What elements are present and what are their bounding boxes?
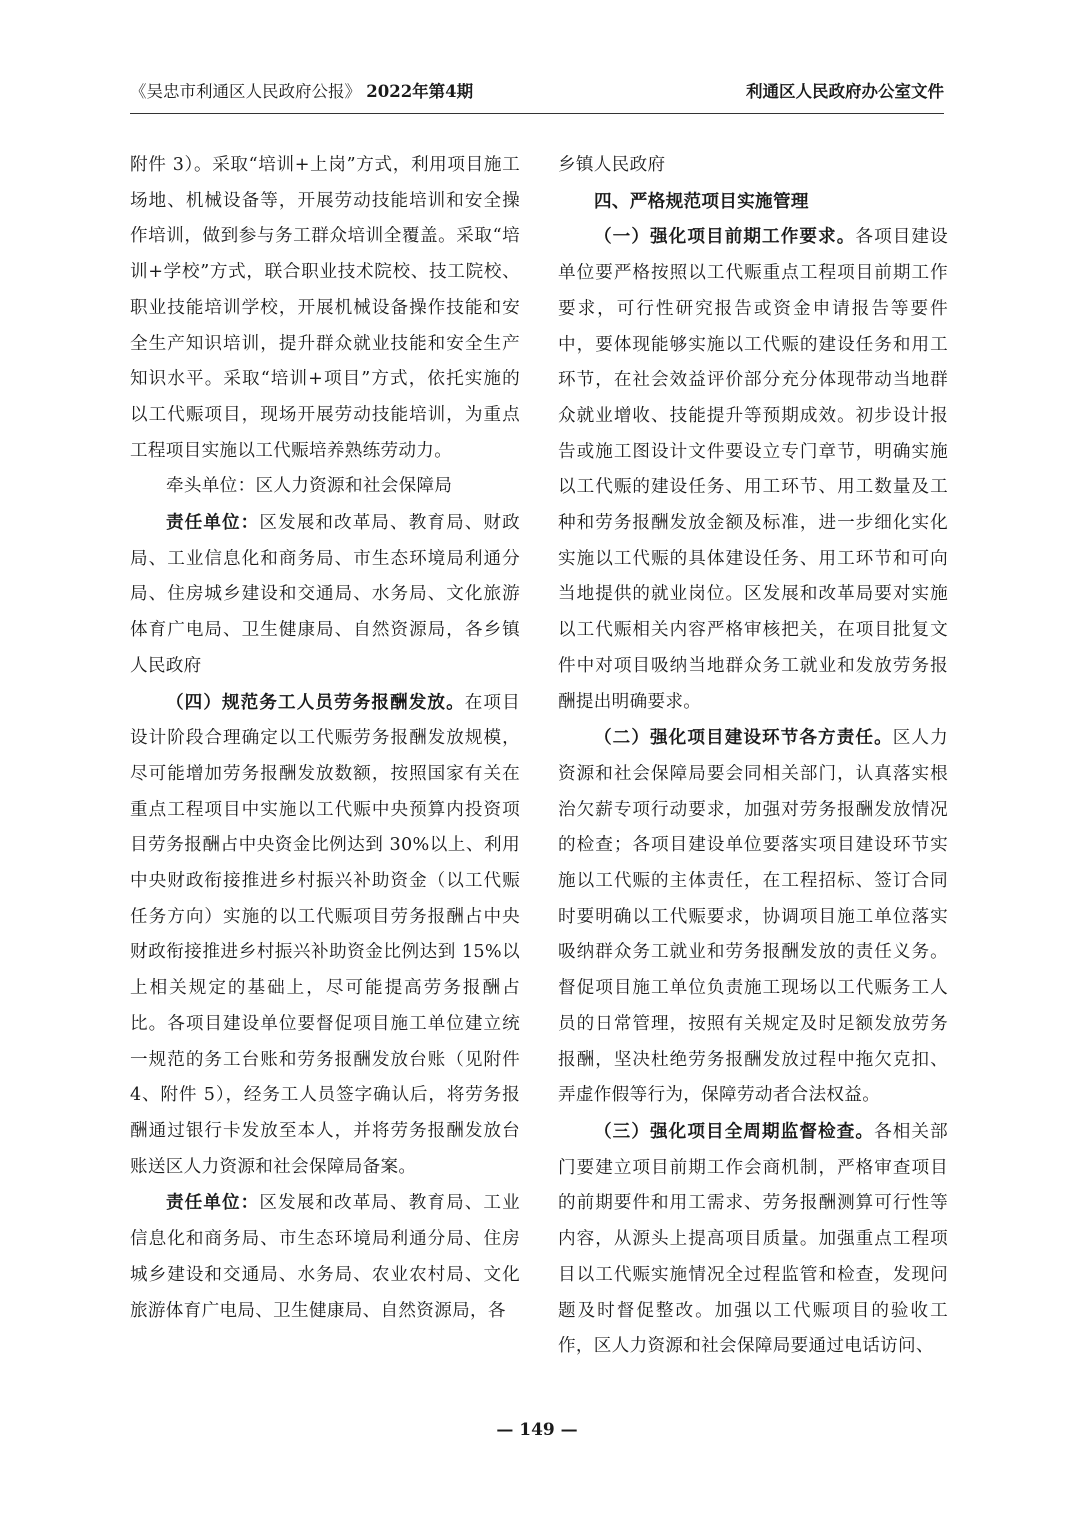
section-4-text: 在项目设计阶段合理确定以工代赈劳务报酬发放规模，尽可能增加劳务报酬发放数额，按照国家有关在重点工程项目中实施以工代赈中央预算内投资项目劳务报酬占中央资金比例达到 30%以上、利用中央财政衔接推进乡村振兴补助资金（以工代赈任务方向）实施的以工代赈项目劳务报酬占中央财政衔接推进乡村振兴补助资金比例达到 15%以上相关规定的基础上，尽可能提高劳务报酬占比。各项目建设单位要督促项目施工单位建立统一规范的务工台账和劳务报酬发放台账（见附件 4、附件 5），经务工人员签字确认后，将劳务报酬通过银行卡发放至本人，并将劳务报酬发放台账送区人力资源和社会保障局备案。: [130, 692, 520, 1177]
responsible-units-1: [130, 505, 520, 685]
responsible-label: 责任单位：: [166, 1192, 260, 1214]
issue-number: 2022年第4期: [366, 82, 474, 101]
subsection-1-title: （一）强化项目前期工作要求。: [594, 226, 856, 248]
continuation-text: 乡镇人民政府: [558, 155, 666, 175]
page-number: — 149 —: [496, 1420, 578, 1440]
subsection-3-text: 各相关部门要建立项目前期工作会商机制，严格审查项目的前期要件和用工需求、劳务报酬测算可行性等内容，从源头上提高项目质量。加强重点工程项目以工代赈实施情况全过程监管和检查，发现问题及时督促整改。加强以工代赈项目的验收工作，区人力资源和社会保障局要通过电话访问、: [558, 1121, 948, 1357]
subsection-2-paragraph: [558, 720, 948, 1114]
section-4-paragraph: [130, 685, 520, 1186]
office-name: 利通区人民政府办公室文件: [746, 82, 944, 101]
header-rule: [130, 113, 944, 114]
subsection-1-paragraph: [558, 219, 948, 720]
subsection-2-title: （二）强化项目建设环节各方责任。: [594, 727, 893, 749]
chapter-heading: 四、严格规范项目实施管理: [594, 190, 809, 212]
responsible-text: 区发展和改革局、教育局、财政局、工业信息化和商务局、市生态环境局利通分局、住房城乡建设和交通局、水务局、文化旅游体育广电局、卫生健康局、自然资源局，各乡镇人民政府: [130, 513, 520, 676]
page-header: [130, 78, 944, 108]
right-column: [558, 148, 948, 1365]
left-column: [130, 148, 520, 1329]
subsection-3-title: （三）强化项目全周期监督检查。: [594, 1120, 875, 1142]
lead-unit: 牵头单位：区人力资源和社会保障局: [166, 476, 453, 497]
responsible-text: 区发展和改革局、教育局、工业信息化和商务局、市生态环境局利通分局、住房城乡建设和交通局、水务局、农业农村局、文化旅游体育广电局、卫生健康局、自然资源局，各: [130, 1193, 520, 1321]
journal-info: [130, 78, 473, 102]
responsible-units-2: [130, 1185, 520, 1329]
subsection-1-text: 各项目建设单位要严格按照以工代赈重点工程项目前期工作要求，可行性研究报告或资金申请报告等要件中，要体现能够实施以工代赈的建设任务和用工环节，在社会效益评价部分充分体现带动当地群众就业增收、技能提升等预期成效。初步设计报告或施工图设计文件要设立专门章节，明确实施以工代赈的建设任务、用工环节、用工数量及工种和劳务报酬发放金额及标准，进一步细化实化实施以工代赈的具体建设任务、用工环节和可向当地提供的就业岗位。区发展和改革局要对实施以工代赈相关内容严格审核把关，在项目批复文件中对项目吸纳当地群众务工就业和发放劳务报酬提出明确要求。: [558, 227, 948, 712]
responsible-label: 责任单位：: [166, 512, 260, 534]
subsection-2-text: 区人力资源和社会保障局要会同相关部门，认真落实根治欠薪专项行动要求，加强对劳务报酬发放情况的检查；各项目建设单位要落实项目建设环节实施以工代赈的主体责任，在工程招标、签订合同时要明确以工代赈要求，协调项目施工单位落实吸纳群众务工就业和劳务报酬发放的责任义务。督促项目施工单位负责施工现场以工代赈务工人员的日常管理，按照有关规定及时足额发放劳务报酬，坚决杜绝劳务报酬发放过程中拖欠克扣、弄虚作假等行为，保障劳动者合法权益。: [558, 728, 948, 1106]
subsection-3-paragraph: [558, 1114, 948, 1365]
journal-title: 《吴忠市利通区人民政府公报》: [130, 82, 361, 101]
section-4-title: （四）规范务工人员劳务报酬发放。: [166, 691, 465, 713]
paragraph-training: 附件 3）。采取“培训+上岗”方式，利用项目施工场地、机械设备等，开展劳动技能培训和安全操作培训，做到参与务工群众培训全覆盖。采取“培训+学校”方式，联合职业技术院校、技工院校、职业技能培训学校，开展机械设备操作技能和安全生产知识培训，提升群众就业技能和安全生产知识水平。采取“培训+项目”方式，依托实施的以工代赈项目，现场开展劳动技能培训，为重点工程项目实施以工代赈培养熟练劳动力。: [130, 155, 520, 461]
